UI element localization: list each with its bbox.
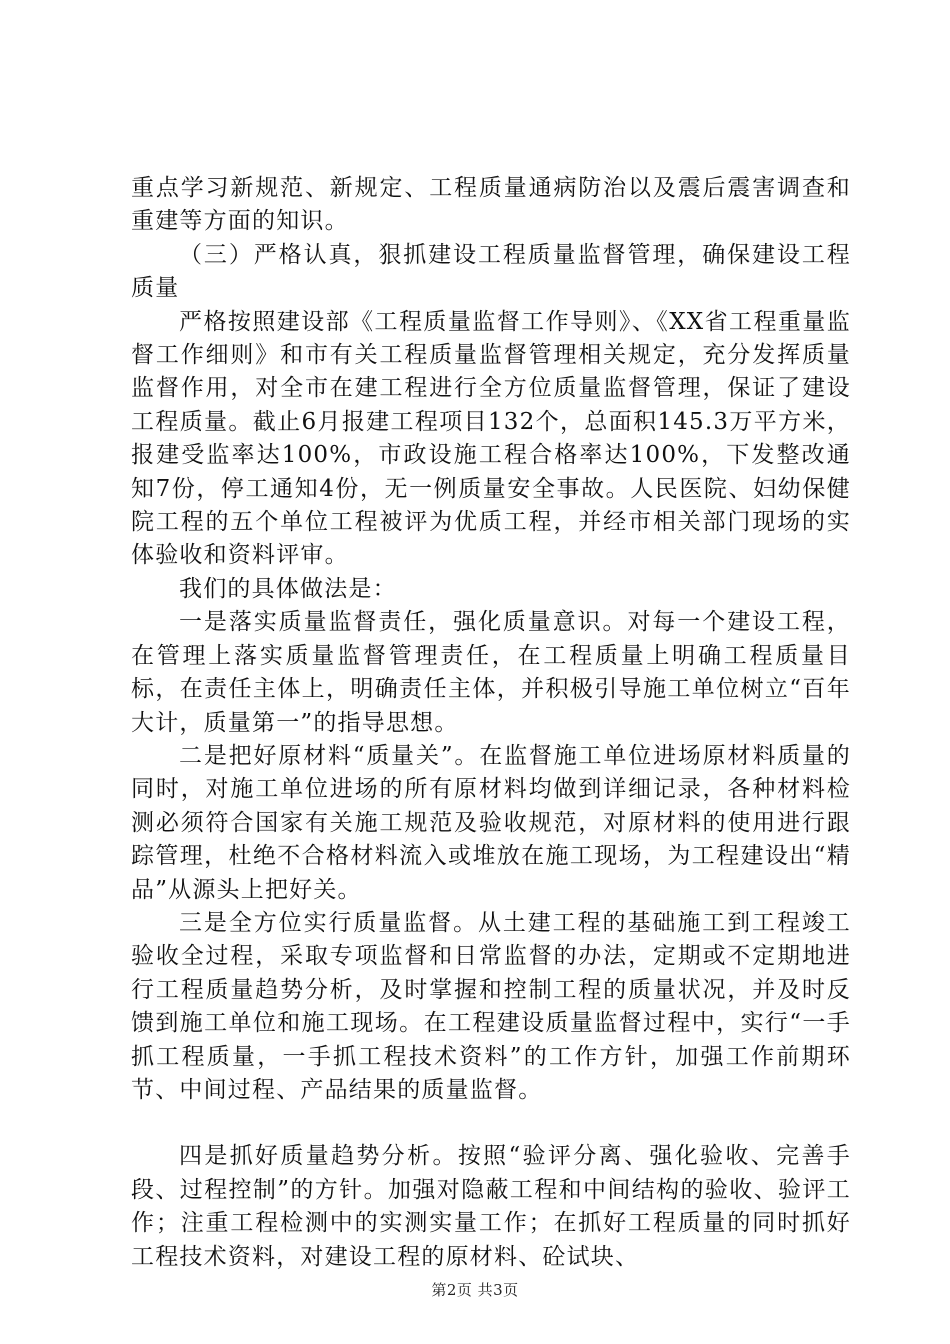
paragraph-method-1: 一是落实质量监督责任，强化质量意识。对每一个建设工程，在管理上落实质量监督管理责任，在工程质量上明确工程质量目标，在责任主体上，明确责任主体，并积极引导施工单位树立“百年大计，质量第一”的指导思想。 (131, 609, 851, 736)
paragraph-continuation: 重点学习新规范、新规定、工程质量通病防治以及震后震害调查和重建等方面的知识。 (131, 175, 851, 235)
paragraph-methods-intro: 我们的具体做法是： (179, 575, 397, 602)
section-heading: （三）严格认真，狠抓建设工程质量监督管理，确保建设工程质量 (131, 241, 851, 302)
paragraph-method-2: 二是把好原材料“质量关”。在监督施工单位进场原材料质量的同时，对施工单位进场的所有原材料均做到详细记录，各种材料检测必须符合国家有关施工规范及验收规范，对原材料的使用进行跟踪管理，杜绝不合格材料流入或堆放在施工现场，为工程建设出“精品”从源头上把好关。 (131, 742, 851, 903)
paragraph-method-4: 四是抓好质量趋势分析。按照“验评分离、强化验收、完善手段、过程控制”的方针。加强对隐蔽工程和中间结构的验收、验评工作；注重工程检测中的实测实量工作；在抓好工程质量的同时抓好工程技术资料，对建设工程的原材料、砼试块、 (131, 1143, 851, 1270)
paragraph-summary: 严格按照建设部《工程质量监督工作导则》、《XX省工程重量监督工作细则》和市有关工程质量监督管理相关规定，充分发挥质量监督作用，对全市在建工程进行全方位质量监督管理，保证了建设工程质量。截止6月报建工程项目132个，总面积145.3万平方米，报建受监率达100%，市政设施工程合格率达100%，下发整改通知7份，停工通知4份，无一例质量安全事故。人民医院、妇幼保健院工程的五个单位工程被评为优质工程，并经市相关部门现场的实体验收和资料评审。 (131, 308, 851, 569)
page-number-footer: 第2页 共3页 (431, 1281, 519, 1299)
document-body (131, 172, 851, 1274)
paragraph-method-3: 三是全方位实行质量监督。从土建工程的基础施工到工程竣工验收全过程，采取专项监督和日常监督的办法，定期或不定期地进行工程质量趋势分析，及时掌握和控制工程的质量状况，并及时反馈到施工单位和施工现场。在工程建设质量监督过程中，实行“一手抓工程质量，一手抓工程技术资料”的工作方针，加强工作前期环节、中间过程、产品结果的质量监督。 (131, 909, 851, 1103)
